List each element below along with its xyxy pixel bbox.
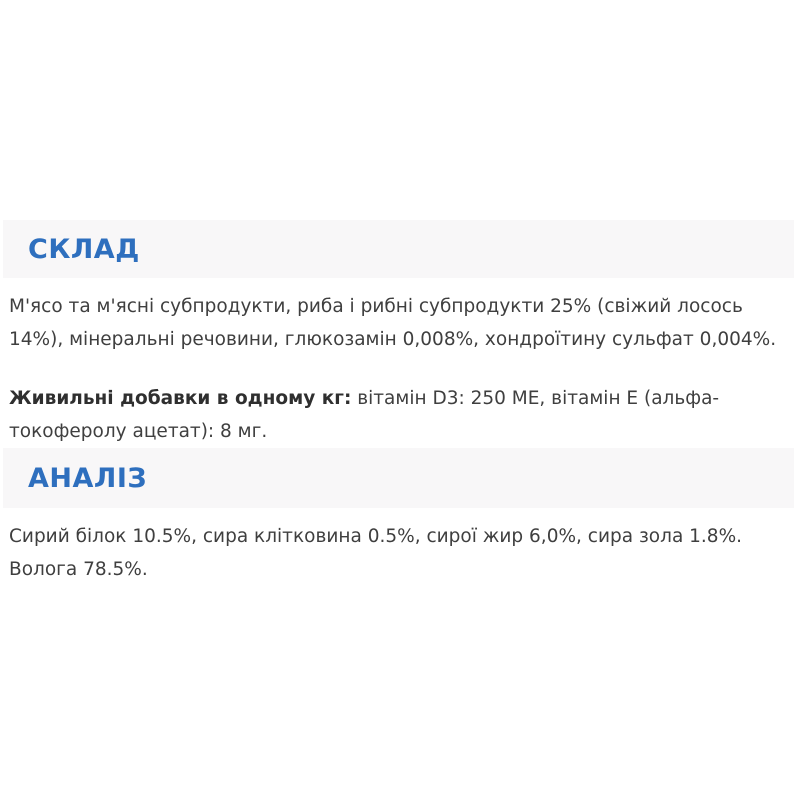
composition-ingredients-value: М'ясо та м'ясні субпродукти, риба і рибні субпродукти 25% (свіжий лосось 14%), мінеральні речовини, глюкозамін 0,008%, хондроїтину сульфат 0,004%. — [9, 296, 777, 350]
nutritional-additives-value: вітамін D3: 250 МЕ, вітамін Е (альфа-токоферолу ацетат): 8 мг. — [9, 388, 720, 442]
composition-ingredients-text — [9, 290, 795, 356]
nutritional-additives-label: Живильні добавки в одному кг: — [9, 388, 352, 409]
analysis-section-title: АНАЛІЗ — [28, 462, 148, 494]
analysis-values-value: Сирий білок 10.5%, сира клітковина 0.5%, сирої жир 6,0%, сира зола 1.8%. Волога 78.5%. — [9, 526, 743, 580]
composition-section-title: СКЛАД — [28, 233, 140, 265]
section-header-composition — [3, 220, 794, 278]
product-info-content — [0, 220, 800, 586]
analysis-values-text — [9, 520, 795, 586]
section-composition — [0, 220, 800, 448]
section-analysis — [0, 448, 800, 586]
nutritional-additives-text — [9, 382, 795, 448]
section-header-analysis — [3, 448, 794, 508]
